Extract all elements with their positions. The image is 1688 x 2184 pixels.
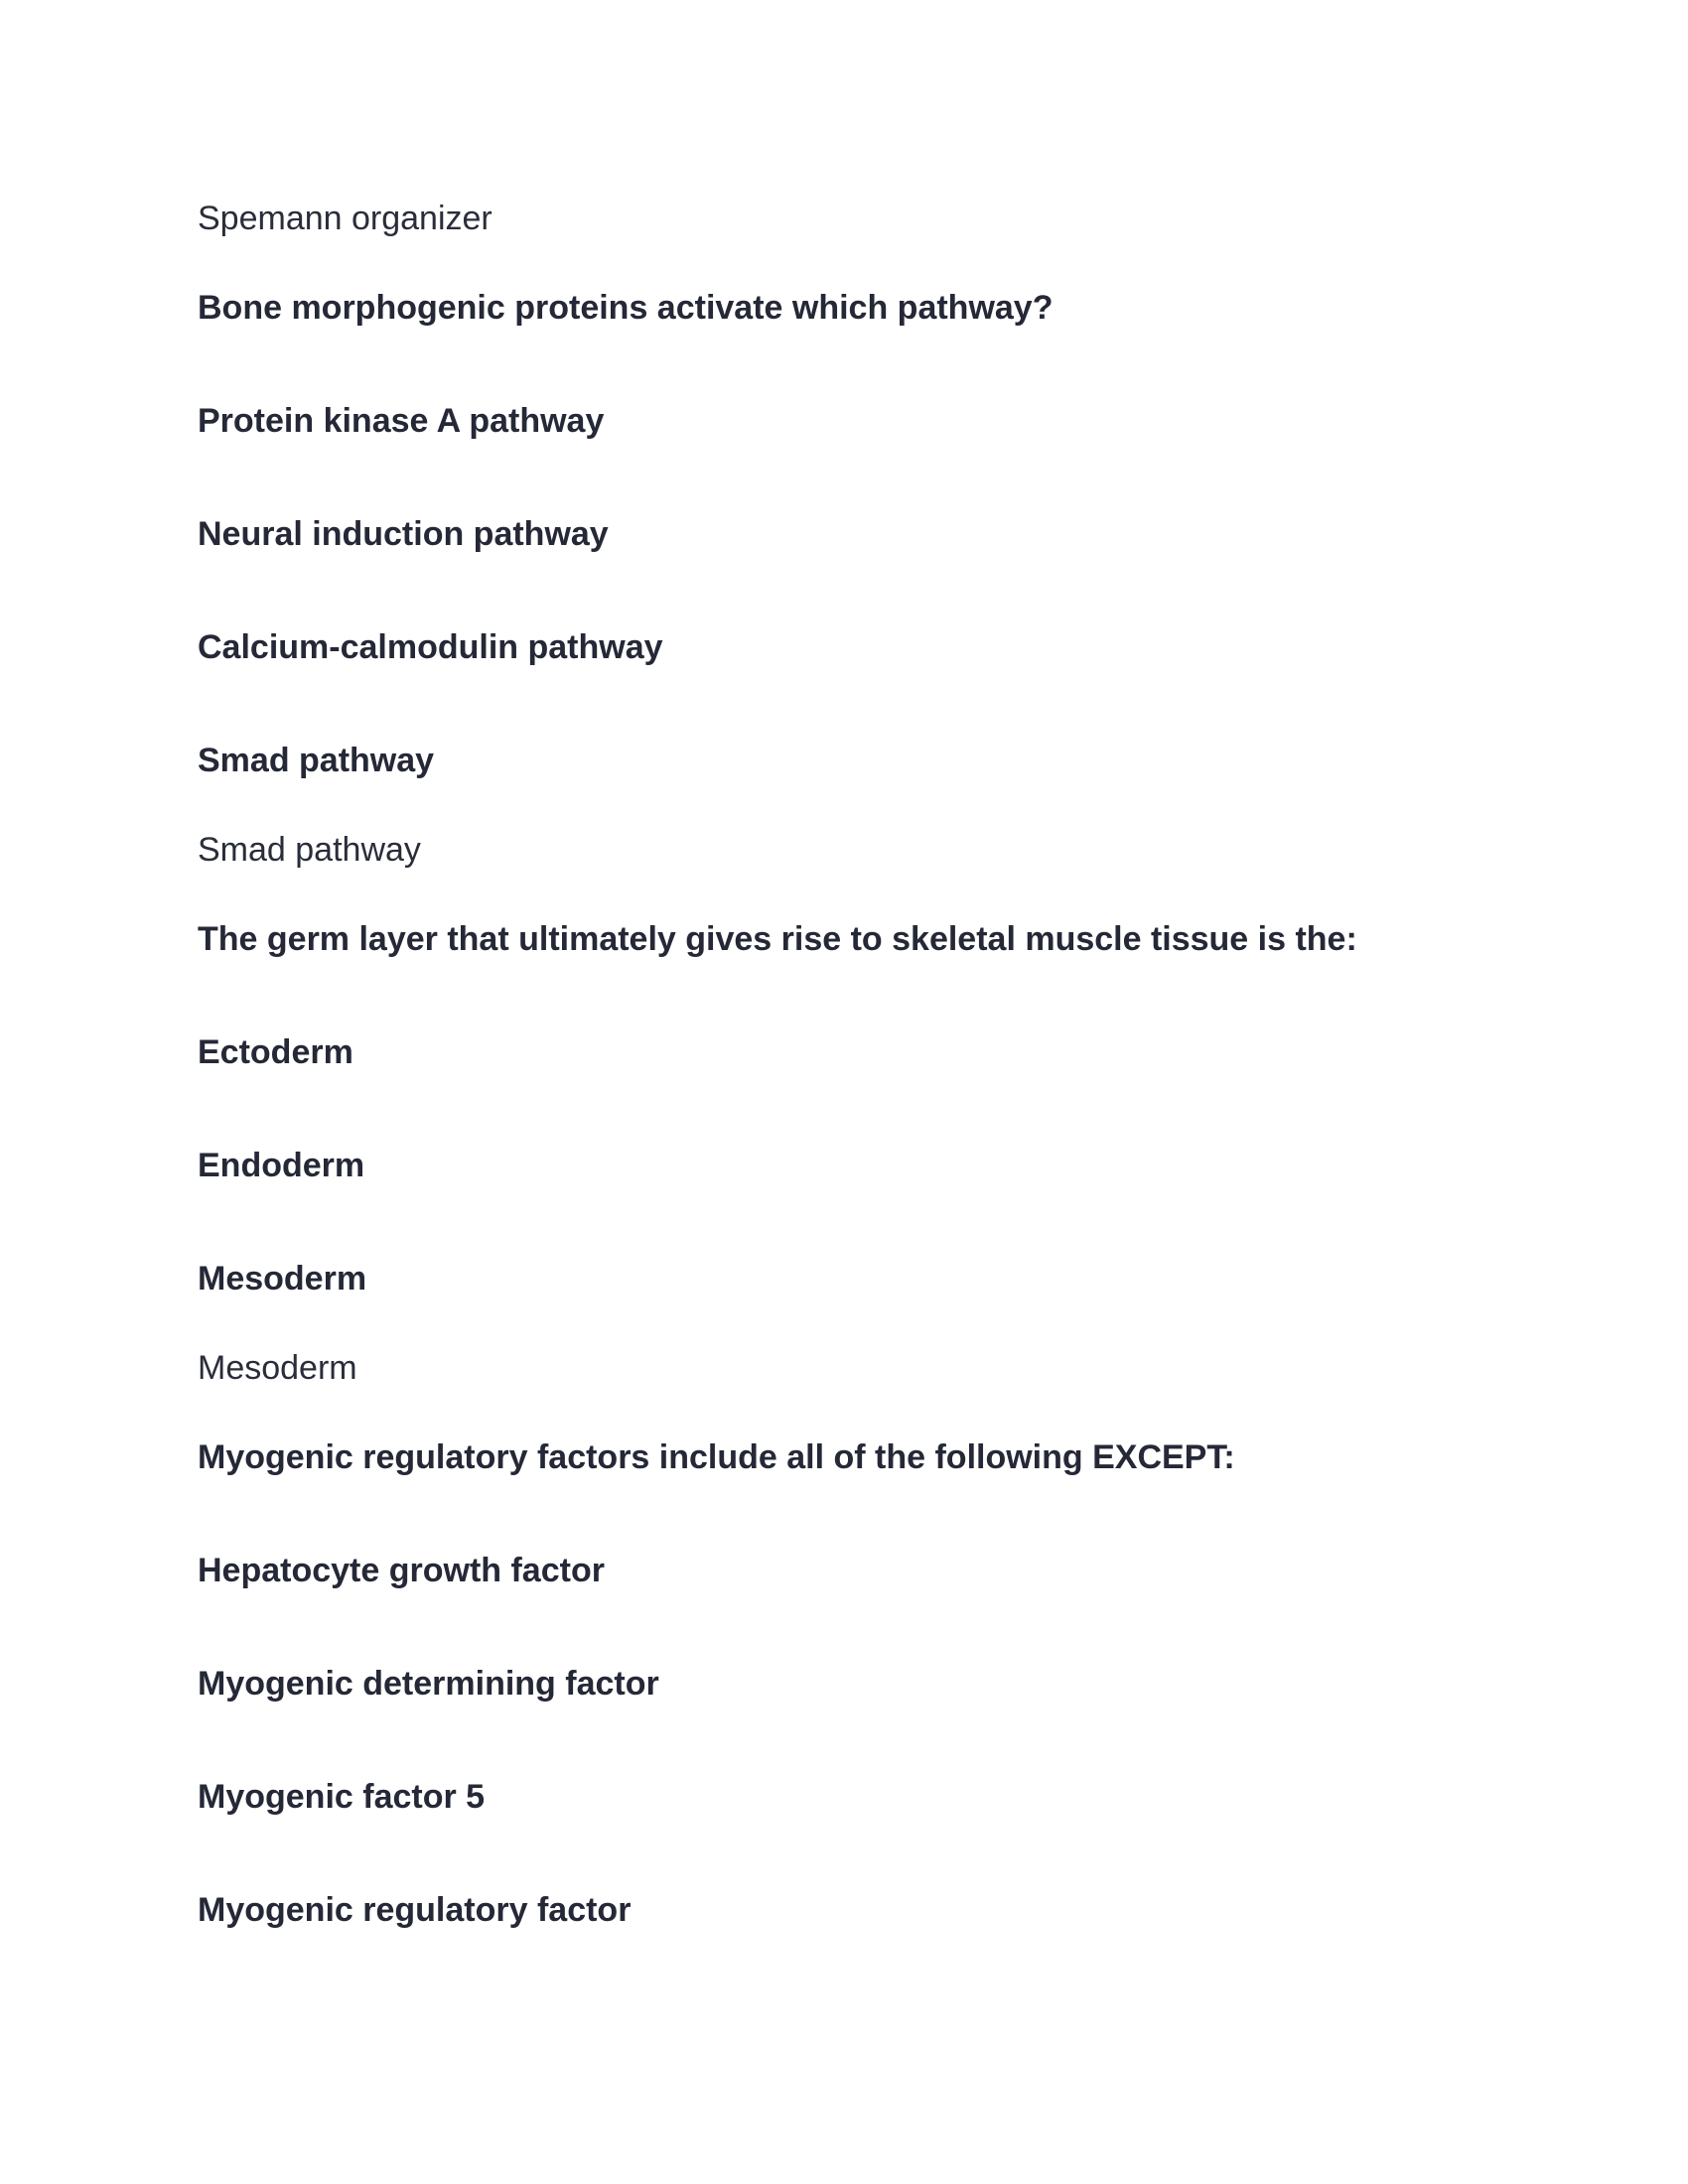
question-3-option-3: Myogenic factor 5 [198, 1778, 486, 1816]
question-2: The germ layer that ultimately gives rise to skeletal muscle tissue is the: [198, 920, 1357, 958]
question-1-option-1: Protein kinase A pathway [198, 402, 605, 440]
question-1-option-4: Smad pathway [198, 742, 435, 779]
question-2-option-2: Endoderm [198, 1147, 365, 1184]
question-1-option-3: Calcium-calmodulin pathway [198, 628, 663, 666]
question-2-answer: Mesoderm [198, 1349, 357, 1387]
question-2-option-3: Mesoderm [198, 1260, 367, 1297]
question-3-option-1: Hepatocyte growth factor [198, 1552, 605, 1589]
question-1-option-2: Neural induction pathway [198, 515, 609, 553]
question-1: Bone morphogenic proteins activate which pathway? [198, 289, 1054, 327]
question-3-option-2: Myogenic determining factor [198, 1665, 659, 1703]
question-3: Myogenic regulatory factors include all of the following EXCEPT: [198, 1438, 1235, 1476]
previous-answer: Spemann organizer [198, 200, 492, 237]
question-1-answer: Smad pathway [198, 831, 421, 869]
question-2-option-1: Ectoderm [198, 1033, 353, 1071]
question-3-option-4: Myogenic regulatory factor [198, 1891, 632, 1929]
